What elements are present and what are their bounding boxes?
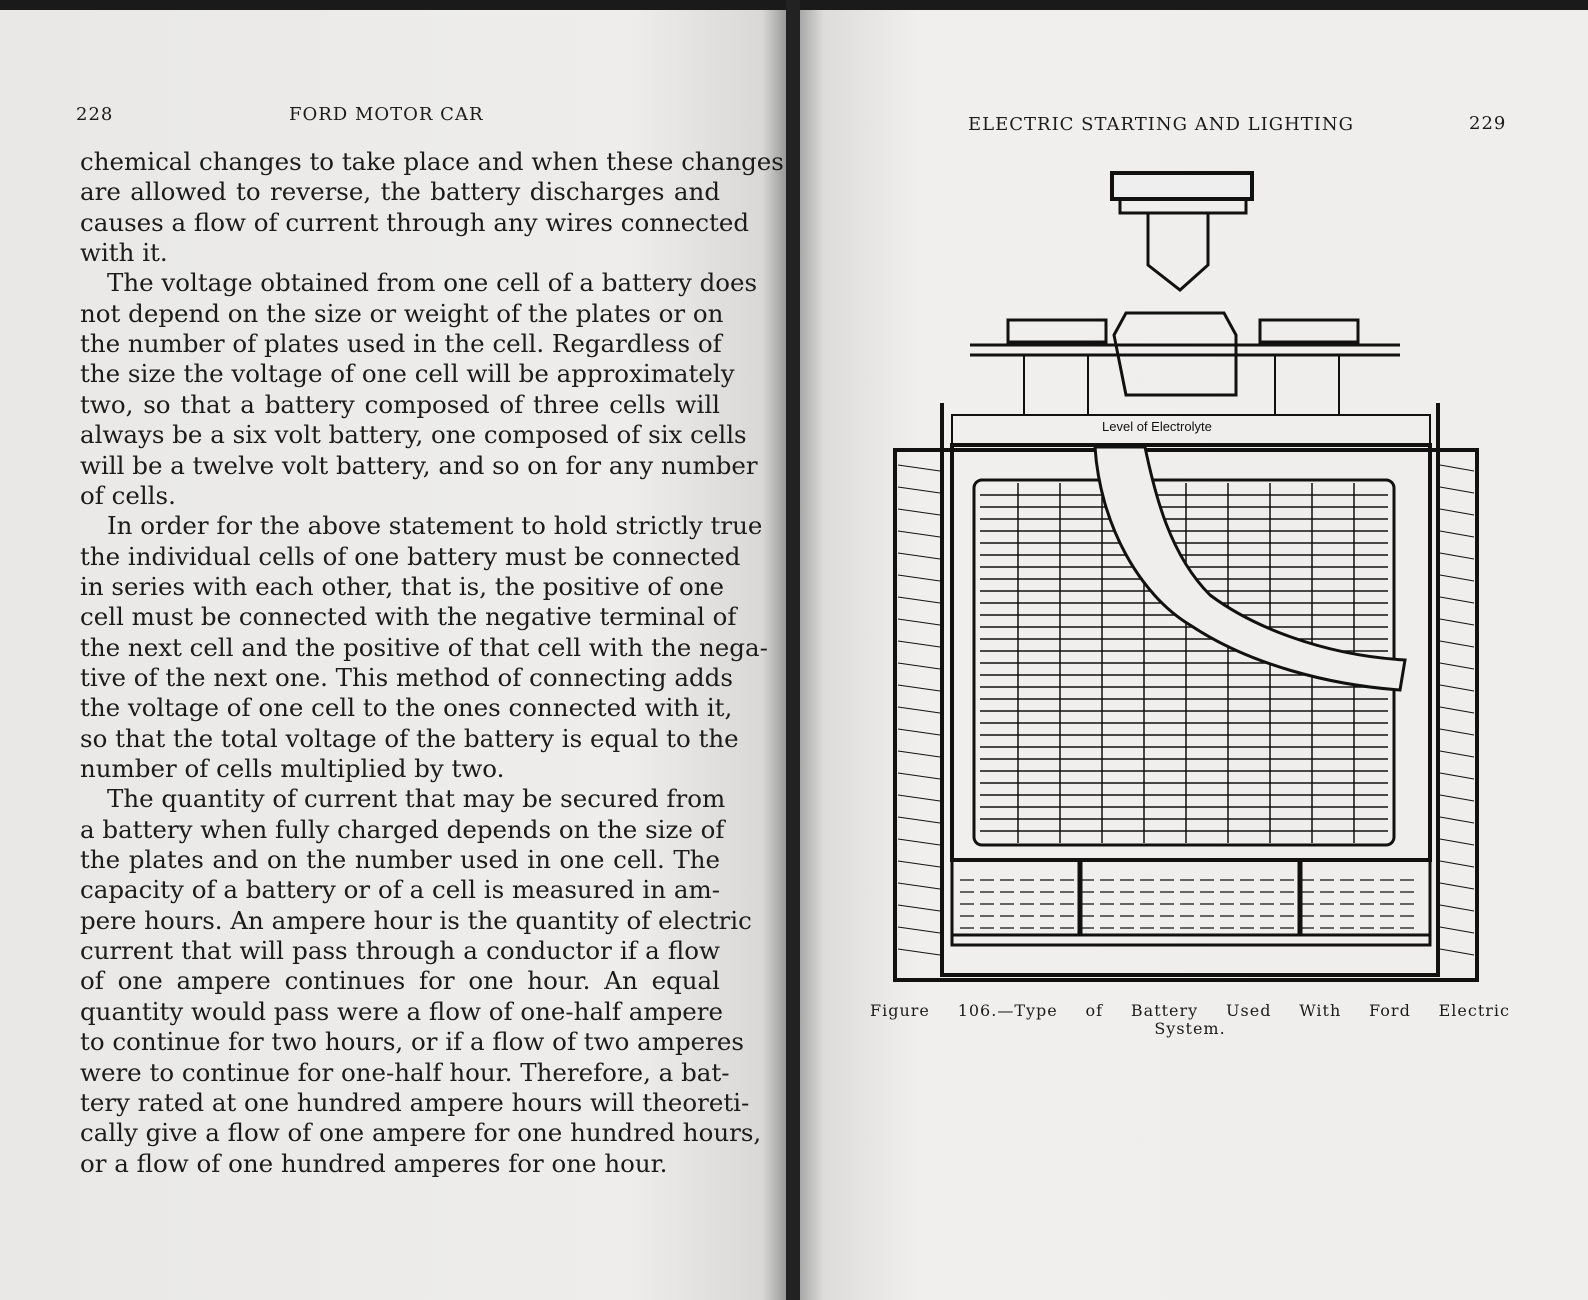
text-line: always be a six volt battery, one composed of six cells <box>80 420 747 450</box>
wood-grain <box>898 487 940 493</box>
wood-grain <box>1440 465 1474 471</box>
text-line: cally give a flow of one ampere for one hundred hours, <box>80 1118 762 1148</box>
text-line: pere hours. An ampere hour is the quantity of electric <box>80 905 752 935</box>
wood-grain <box>898 839 940 845</box>
text-line: chemical changes to take place and when these changes <box>80 147 784 176</box>
wood-grain <box>1440 553 1474 559</box>
text-line: capacity of a battery or of a cell is measured in am- <box>80 875 720 905</box>
wood-grain <box>898 553 940 559</box>
text-line: the next cell and the positive of that cell with the nega- <box>80 632 768 662</box>
page-number-right: 229 <box>1469 113 1507 134</box>
wood-grain <box>898 575 940 581</box>
text-line: of one ampere continues for one hour. An equal <box>80 966 720 996</box>
text-line: The quantity of current that may be secured from <box>107 784 726 814</box>
text-line: tery rated at one hundred ampere hours will theoreti- <box>80 1087 750 1117</box>
text-line: current that will pass through a conductor if a flow <box>80 936 720 966</box>
wood-grain <box>1440 685 1474 691</box>
wood-grain <box>898 883 940 889</box>
wood-grain <box>1440 729 1474 735</box>
text-line: or a flow of one hundred amperes for one hour. <box>80 1148 668 1178</box>
text-line: to continue for two hours, or if a flow of two amperes <box>80 1027 744 1057</box>
wood-grain <box>898 465 940 471</box>
text-line: two, so that a battery composed of three cells will <box>80 389 720 419</box>
wood-grain <box>1440 597 1474 603</box>
wood-grain <box>1440 707 1474 713</box>
wood-grain <box>1440 883 1474 889</box>
text-line: The voltage obtained from one cell of a battery does <box>107 268 758 298</box>
figure-caption: Figure 106.—Type of Battery Used With Ford Electric <box>870 1001 1510 1020</box>
text-line: not depend on the size or weight of the plates or on <box>80 298 724 328</box>
text-line: a battery when fully charged depends on the size of <box>80 814 725 844</box>
text-line: the number of plates used in the cell. Regardless of <box>80 329 722 359</box>
wood-grain <box>898 531 940 537</box>
wood-grain <box>898 729 940 735</box>
wood-grain <box>898 663 940 669</box>
wood-grain <box>898 707 940 713</box>
wood-grain <box>898 795 940 801</box>
left-page <box>0 10 786 1300</box>
wood-grain <box>898 905 940 911</box>
wood-grain <box>898 597 940 603</box>
wood-grain <box>1440 817 1474 823</box>
text-line: In order for the above statement to hold strictly true <box>107 511 763 541</box>
text-line: causes a flow of current through any wires connected <box>80 207 750 237</box>
wood-grain <box>898 751 940 757</box>
book-gutter <box>786 0 800 1300</box>
electrolyte-level-label: Level of Electrolyte <box>1102 419 1212 434</box>
wood-grain <box>1440 861 1474 867</box>
text-line: were to continue for one-half hour. Therefore, a bat- <box>80 1057 730 1087</box>
wood-grain <box>1440 751 1474 757</box>
text-line: the size the voltage of one cell will be approximately <box>80 359 735 389</box>
wood-grain <box>1440 641 1474 647</box>
running-head-left: FORD MOTOR CAR <box>289 104 484 125</box>
wood-grain <box>898 773 940 779</box>
wood-grain <box>1440 773 1474 779</box>
figure-caption-continued: System. <box>1154 1019 1226 1038</box>
text-line: the voltage of one cell to the ones connected with it, <box>80 693 733 723</box>
page-number-left: 228 <box>76 104 114 125</box>
text-line: will be a twelve volt battery, and so on for any number <box>80 450 758 480</box>
wood-grain <box>1440 619 1474 625</box>
wood-grain <box>1440 795 1474 801</box>
wood-grain <box>1440 663 1474 669</box>
wood-grain <box>898 641 940 647</box>
wood-grain <box>898 861 940 867</box>
text-line: tive of the next one. This method of connecting adds <box>80 662 733 692</box>
wood-grain <box>1440 927 1474 933</box>
wood-grain <box>1440 949 1474 955</box>
text-line: are allowed to reverse, the battery discharges and <box>80 177 720 207</box>
wood-grain <box>898 949 940 955</box>
wood-grain <box>1440 905 1474 911</box>
text-line: number of cells multiplied by two. <box>80 754 505 783</box>
text-line: cell must be connected with the negative terminal of <box>80 602 737 632</box>
text-line: the individual cells of one battery must be connected <box>80 541 741 571</box>
wood-grain <box>898 619 940 625</box>
text-line: of cells. <box>80 480 176 510</box>
wood-grain <box>1440 509 1474 515</box>
wood-grain <box>898 685 940 691</box>
wood-grain <box>1440 575 1474 581</box>
battery-figure <box>890 165 1490 985</box>
wood-grain <box>898 817 940 823</box>
text-line: the plates and on the number used in one cell. The <box>80 845 720 875</box>
wood-grain <box>898 927 940 933</box>
running-head-right: ELECTRIC STARTING AND LIGHTING <box>968 114 1355 135</box>
wood-grain <box>1440 531 1474 537</box>
wood-grain <box>1440 839 1474 845</box>
text-line: so that the total voltage of the battery is equal to the <box>80 723 739 753</box>
wood-grain <box>1440 487 1474 493</box>
text-line: with it. <box>80 238 168 268</box>
text-line: in series with each other, that is, the positive of one <box>80 571 725 601</box>
wood-grain <box>898 509 940 515</box>
text-line: quantity would pass were a flow of one-half ampere <box>80 996 723 1026</box>
